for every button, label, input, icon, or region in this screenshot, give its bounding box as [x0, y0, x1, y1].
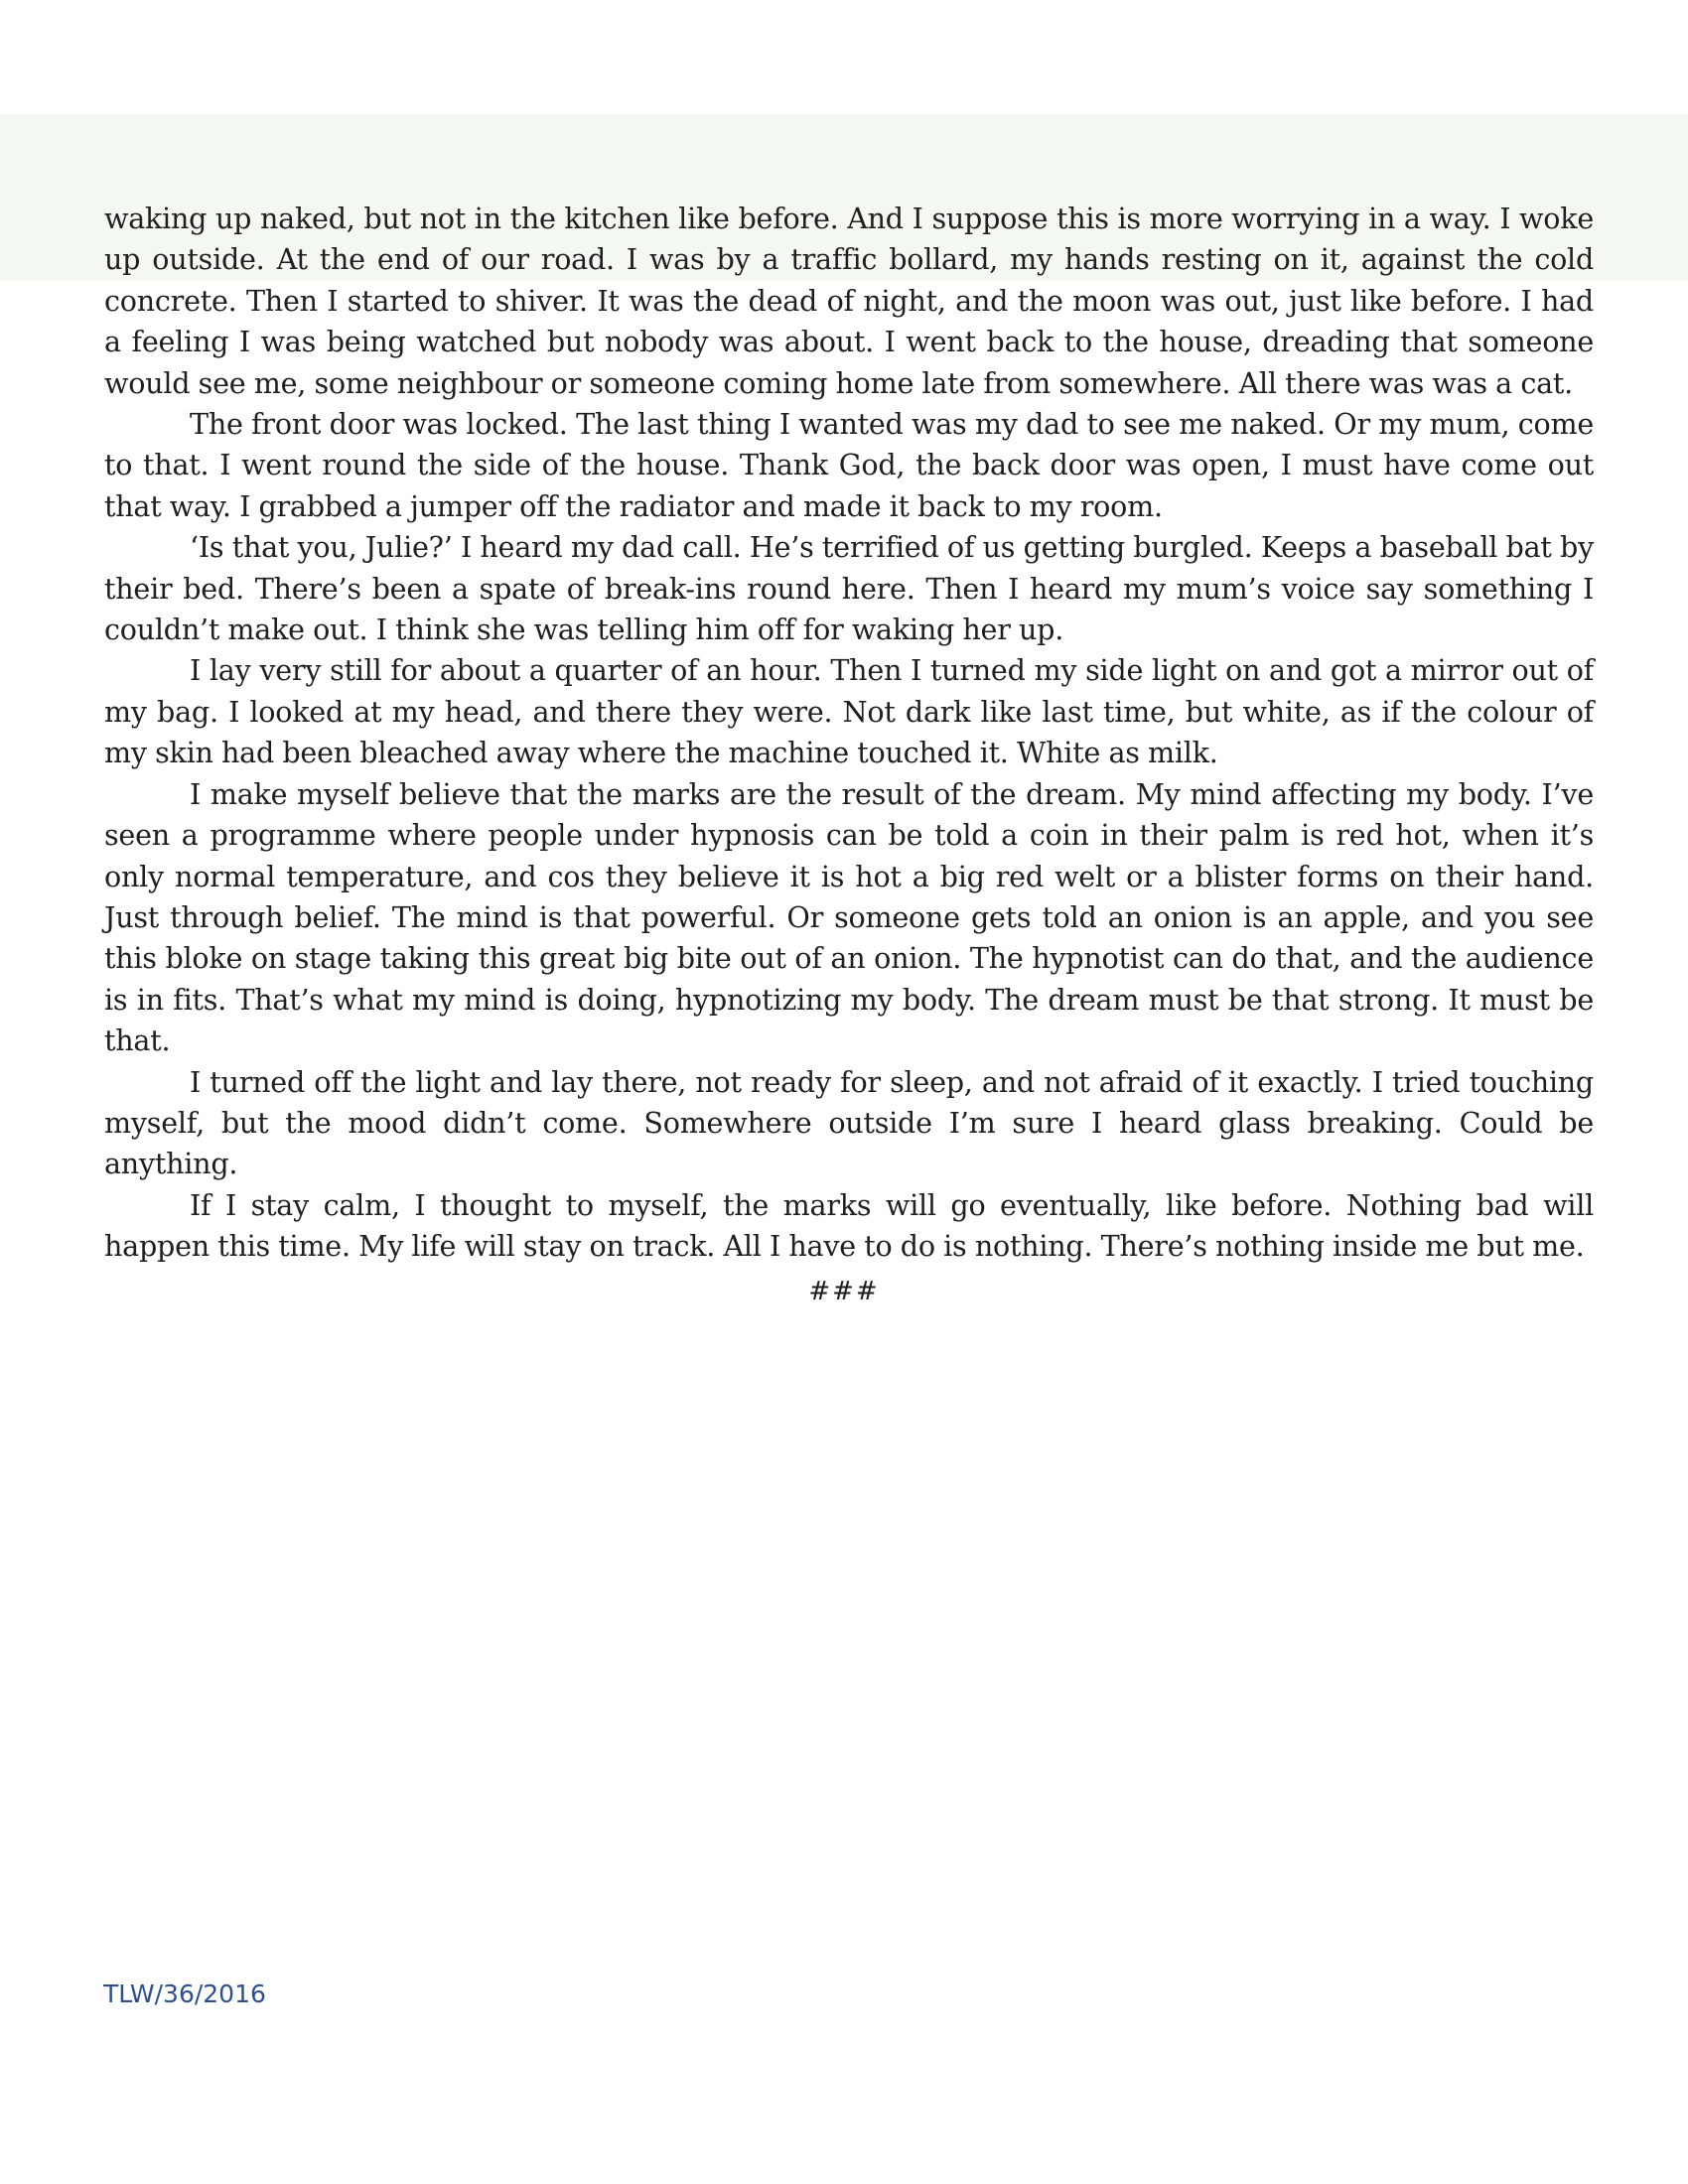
footer-code: TLW/36/2016 [103, 1979, 266, 2008]
paragraph: waking up naked, but not in the kitchen like before. And I suppose this is more worrying in a way. I woke up outside. At the end of our road. I was by a traffic bollard, my hands resting on it, against the cold concrete. Then I started to shiver. It was the dead of night, and the moon was out, just like before. I had a feeling I was being watched but nobody was about. I went back to the house, dreading that someone would see me, some neighbour or someone coming home late from somewhere. All there was was a cat. [104, 202, 1594, 400]
paragraph: I make myself believe that the marks are the result of the dream. My mind affecting my body. I’ve seen a programme where people under hypnosis can be told a coin in their palm is red hot, when it’s only normal temperature, and cos they believe it is hot a big red welt or a blister forms on their hand. Just through belief. The mind is that powerful. Or someone gets told an onion is an apple, and you see this bloke on stage taking this great big bite out of an onion. The hypnotist can do that, and the audience is in fits. That’s what my mind is doing, hypnotizing my body. The dream must be that strong. It must be that. [104, 776, 1594, 1058]
story-text [104, 199, 1594, 1268]
end-mark: ### [808, 1277, 880, 1306]
paragraph: The front door was locked. The last thing I wanted was my dad to see me naked. Or my mum, come to that. I went round the side of the house. Thank God, the back door was open, I must have come out that way. I grabbed a jumper off the radiator and made it back to my room. [104, 407, 1594, 523]
paragraph: I turned off the light and lay there, not ready for sleep, and not afraid of it exactly. I tried touching myself, but the mood didn’t come. Somewhere outside I’m sure I heard glass breaking. Could be anything. [104, 1064, 1594, 1181]
paragraph: If I stay calm, I thought to myself, the marks will go eventually, like before. Nothing bad will happen this time. My life will stay on track. All I have to do is nothing. There’s nothing inside me but me. [104, 1187, 1594, 1264]
paragraph: I lay very still for about a quarter of an hour. Then I turned my side light on and got a mirror out of my bag. I looked at my head, and there they were. Not dark like last time, but white, as if the colour of my skin had been bleached away where the machine touched it. White as milk. [104, 653, 1594, 770]
paragraph: ‘Is that you, Julie?’ I heard my dad call. He’s terrified of us getting burgled. Keeps a baseball bat by their bed. There’s been a spate of break-ins round here. Then I heard my mum’s voice say something I couldn’t make out. I think she was telling him off for waking her up. [104, 530, 1594, 647]
